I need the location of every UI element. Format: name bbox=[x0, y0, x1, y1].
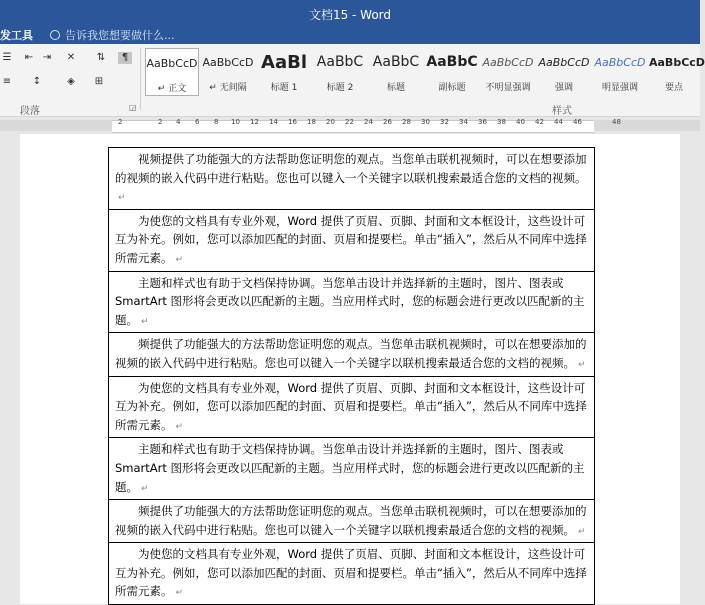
ruler-tick: 34 bbox=[459, 118, 468, 126]
tell-me-placeholder: 告诉我您想要做什么... bbox=[65, 29, 175, 42]
paragraph-dialog-launcher-icon[interactable]: ◲ bbox=[129, 103, 137, 112]
style-no-spacing[interactable] bbox=[201, 48, 255, 96]
style-subtitle[interactable] bbox=[425, 48, 479, 96]
style-name: 不明显强调 bbox=[485, 83, 531, 93]
paragraph-mark: ↵ bbox=[141, 483, 149, 494]
style-emphasis[interactable] bbox=[537, 48, 591, 96]
decrease-indent-icon[interactable]: ⇤ bbox=[24, 52, 34, 63]
paragraph-mark: ↵ bbox=[175, 254, 184, 265]
style-normal[interactable] bbox=[145, 48, 199, 96]
style-sample: AaBbCcD bbox=[594, 56, 646, 69]
ruler-margin-left bbox=[0, 120, 112, 131]
ribbon bbox=[0, 44, 705, 117]
style-heading-2[interactable] bbox=[313, 48, 367, 96]
table-cell[interactable] bbox=[109, 500, 594, 543]
style-name: 标题 bbox=[386, 83, 405, 93]
ruler-tick: 48 bbox=[612, 118, 621, 126]
ruler-tick: 2 bbox=[118, 118, 123, 126]
tab-developer[interactable]: 发工具 bbox=[0, 29, 33, 42]
cell-text: 为使您的文档具有专业外观，Word 提供了页眉、页脚、封面和文本框设计，这些设计可互为补充。例如，您可以添加匹配的封面、页眉和提要栏。单击“插入”，然后从不同库中选择所需元素。 bbox=[115, 547, 587, 599]
lightbulb-icon bbox=[50, 30, 60, 40]
ruler-tick: 42 bbox=[535, 118, 544, 126]
style-heading-1[interactable] bbox=[257, 48, 311, 96]
styles-group-label: 样式 bbox=[552, 106, 572, 117]
tab-bar bbox=[0, 25, 700, 44]
paragraph-mark: ↵ bbox=[578, 359, 586, 370]
multilevel-list-icon[interactable]: ☰ bbox=[2, 52, 12, 63]
style-name: ↵ 无间隔 bbox=[209, 83, 247, 93]
style-name: 要点 bbox=[664, 83, 683, 93]
ruler-tick: 4 bbox=[176, 118, 181, 126]
show-formatting-marks-icon[interactable]: ¶ bbox=[118, 52, 132, 64]
style-sample: AaBbCcD bbox=[202, 56, 254, 69]
table-cell[interactable] bbox=[109, 333, 594, 376]
style-subtle-emphasis[interactable] bbox=[481, 48, 535, 96]
cell-text: 主题和样式也有助于文档保持协调。当您单击设计并选择新的主题时，图片、图表或 SmartArt 图形将会更改以匹配新的主题。当应用样式时，您的标题会进行更改以匹配新的主题。 bbox=[115, 275, 585, 327]
paragraph-mark: ↵ bbox=[175, 421, 184, 432]
ruler-tick: 38 bbox=[497, 118, 506, 126]
paragraph-group-label: 段落 bbox=[20, 106, 40, 117]
cell-text: 为使您的文档具有专业外观，Word 提供了页眉、页脚、封面和文本框设计，这些设计可互为补充。例如，您可以添加匹配的封面、页眉和提要栏。单击“插入”，然后从不同库中选择所需元素。 bbox=[115, 380, 587, 432]
ruler-tick: 16 bbox=[288, 118, 297, 126]
style-title[interactable] bbox=[369, 48, 423, 96]
styles-gallery bbox=[145, 48, 705, 98]
line-spacing-icon[interactable]: ↕ bbox=[32, 76, 42, 87]
style-intense-emphasis[interactable] bbox=[593, 48, 647, 96]
cell-text: 频提供了功能强大的方法帮助您证明您的观点。当您单击联机视频时，可以在想要添加的视频的嵌入代码中进行粘贴。您也可以键入一个关键字以联机搜索最适合您的文档的视频。 bbox=[115, 337, 587, 370]
chinese-layout-icon[interactable]: ✕ bbox=[66, 52, 76, 63]
ruler-tick: 24 bbox=[364, 118, 373, 126]
ruler-tick: 40 bbox=[516, 118, 525, 126]
style-name: 副标题 bbox=[438, 83, 466, 93]
ruler-tick: 28 bbox=[402, 118, 411, 126]
table-cell[interactable] bbox=[109, 377, 594, 439]
table-cell[interactable] bbox=[109, 272, 594, 334]
shading-icon[interactable]: ◈ bbox=[67, 76, 75, 87]
paragraph-mark: ↵ bbox=[118, 193, 126, 204]
sort-icon[interactable]: ⇅ bbox=[96, 52, 106, 63]
style-sample: AaBbC bbox=[372, 54, 420, 70]
ruler-tick: 6 bbox=[195, 118, 200, 126]
style-sample: AaBbC bbox=[426, 54, 478, 70]
document-area bbox=[0, 134, 700, 599]
ruler-tick: 12 bbox=[250, 118, 259, 126]
ruler-tick: 36 bbox=[478, 118, 487, 126]
paragraph-group bbox=[0, 48, 140, 98]
style-strong[interactable] bbox=[649, 48, 705, 96]
ruler-tick: 2 bbox=[158, 118, 163, 126]
window-title: 文档15 - Word bbox=[308, 8, 392, 22]
increase-indent-icon[interactable]: ⇥ bbox=[42, 52, 52, 63]
style-name: 标题 2 bbox=[326, 83, 354, 93]
cell-text: 为使您的文档具有专业外观，Word 提供了页眉、页脚、封面和文本框设计，这些设计可互为补充。例如，您可以添加匹配的封面、页眉和提要栏。单击“插入”，然后从不同库中选择所需元素。 bbox=[115, 213, 587, 265]
text-table[interactable] bbox=[108, 147, 595, 605]
ruler-tick: 22 bbox=[345, 118, 354, 126]
style-name: ↵ 正文 bbox=[157, 84, 187, 94]
style-name: 标题 1 bbox=[270, 83, 298, 93]
ruler-tick: 8 bbox=[214, 118, 219, 126]
cell-text: 频提供了功能强大的方法帮助您证明您的观点。当您单击联机视频时，可以在想要添加的视频的嵌入代码中进行粘贴。您也可以键入一个关键字以联机搜索最适合您的文档的视频。 bbox=[115, 504, 587, 537]
style-sample: AaBbCcD bbox=[538, 56, 590, 69]
table-cell[interactable] bbox=[109, 210, 594, 272]
horizontal-ruler[interactable] bbox=[0, 117, 700, 134]
ruler-tick: 46 bbox=[573, 118, 582, 126]
page[interactable] bbox=[20, 134, 680, 604]
ruler-margin-right bbox=[594, 120, 700, 131]
ruler-tick: 10 bbox=[231, 118, 240, 126]
style-sample: AaBbCcD bbox=[649, 56, 705, 69]
ruler-tick: 14 bbox=[269, 118, 278, 126]
cell-text: 主题和样式也有助于文档保持协调。当您单击设计并选择新的主题时，图片、图表或 SmartArt 图形将会更改以匹配新的主题。当应用样式时，您的标题会进行更改以匹配新的主题。 bbox=[115, 442, 585, 494]
style-sample: AaBbC bbox=[316, 54, 364, 70]
ruler-tick: 30 bbox=[421, 118, 430, 126]
ruler-tick: 26 bbox=[383, 118, 392, 126]
tell-me-box[interactable] bbox=[50, 27, 175, 43]
table-cell[interactable] bbox=[109, 438, 594, 500]
paragraph-mark: ↵ bbox=[175, 588, 184, 599]
style-sample: AaBl bbox=[261, 52, 307, 73]
cell-text: 视频提供了功能强大的方法帮助您证明您的观点。当您单击联机视频时，可以在想要添加的视频的嵌入代码中进行粘贴。您也可以键入一个关键字以联机搜索最适合您的文档的视频。 bbox=[115, 152, 587, 185]
ruler-tick: 44 bbox=[554, 118, 563, 126]
style-sample: AaBbCcD bbox=[482, 56, 534, 69]
ruler-tick: 18 bbox=[307, 118, 316, 126]
borders-icon[interactable]: ⊞ bbox=[94, 76, 104, 87]
ruler-tick: 32 bbox=[440, 118, 449, 126]
title-bar bbox=[0, 0, 700, 25]
paragraph-mark: ↵ bbox=[578, 526, 586, 537]
table-cell[interactable] bbox=[109, 543, 594, 604]
table-cell[interactable] bbox=[109, 148, 594, 210]
style-name: 明显强调 bbox=[601, 83, 638, 93]
style-name: 强调 bbox=[554, 83, 573, 93]
justify-icon[interactable]: ≡ bbox=[2, 76, 12, 87]
ruler-tick: 20 bbox=[326, 118, 335, 126]
style-sample: AaBbCcD bbox=[146, 57, 198, 70]
group-separator bbox=[140, 48, 141, 110]
paragraph-mark: ↵ bbox=[141, 316, 149, 327]
